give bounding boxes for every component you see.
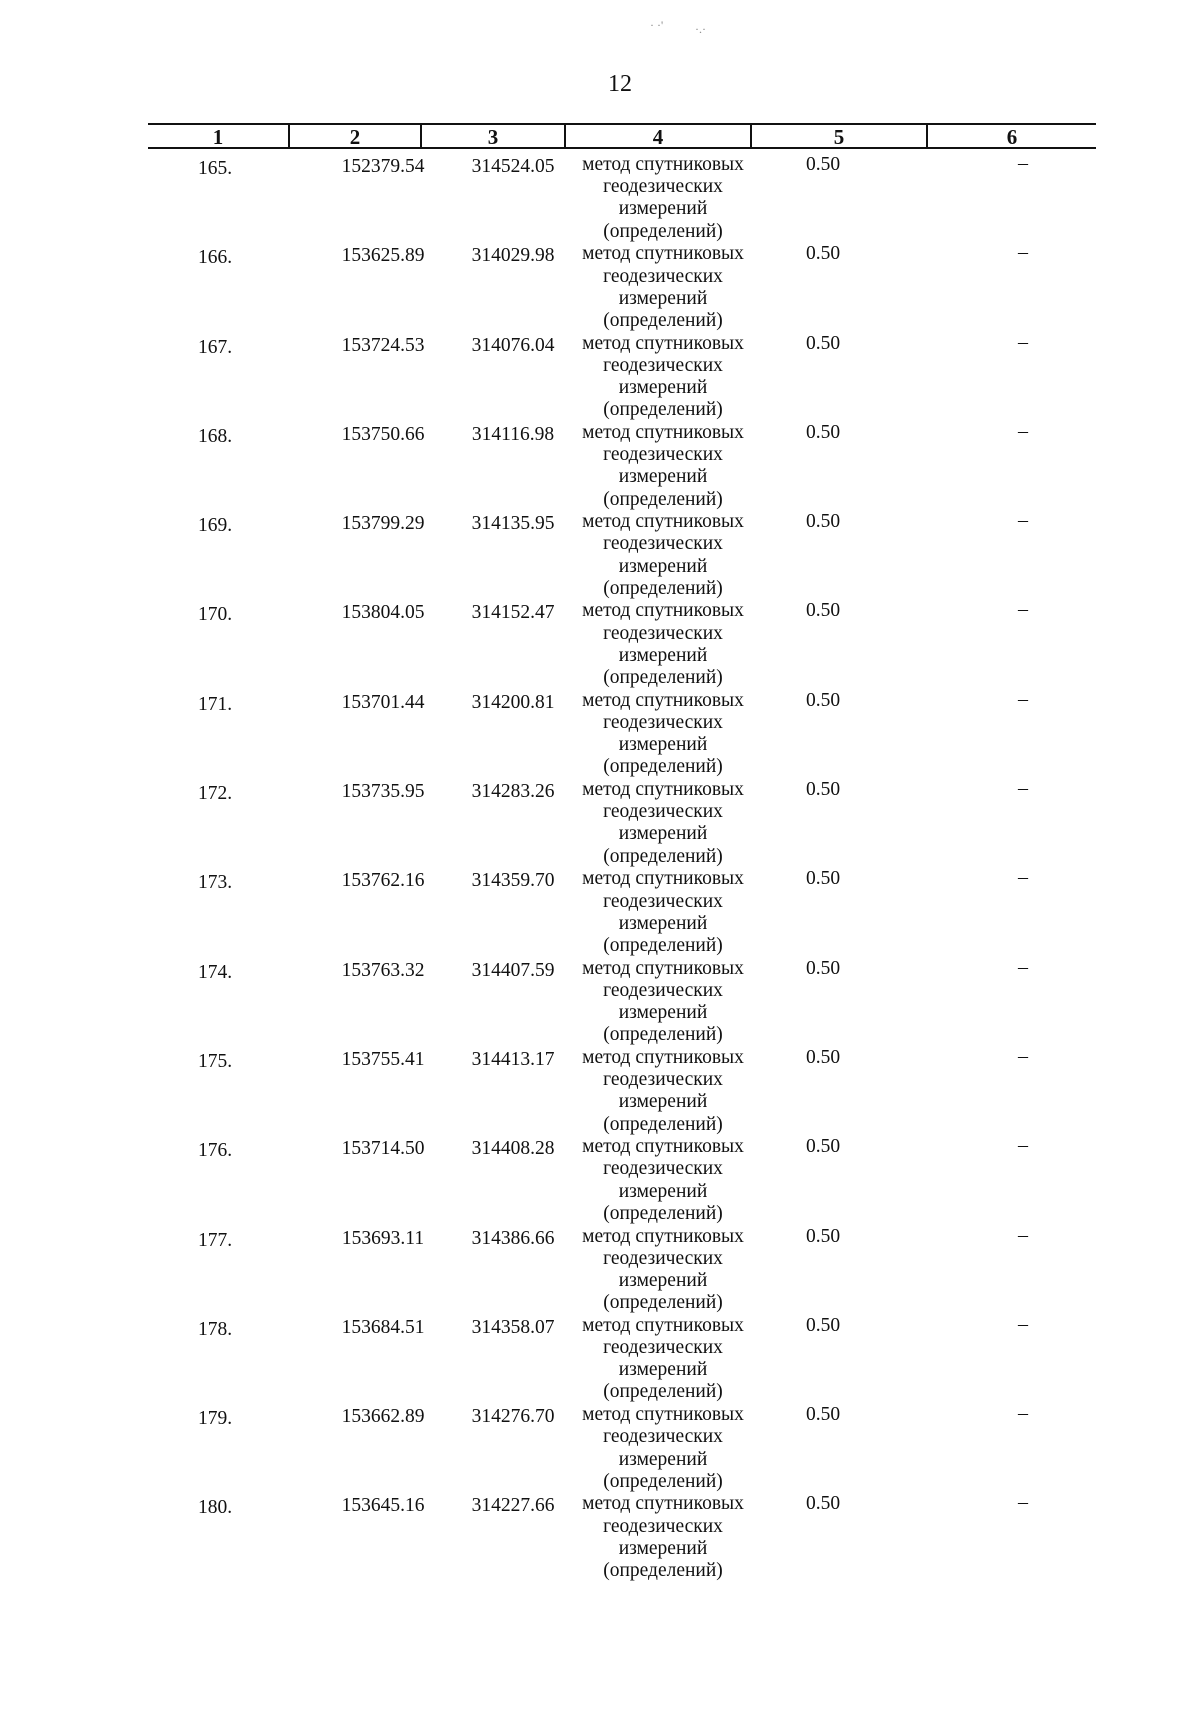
coordinate-x: 152379.54: [341, 156, 425, 177]
method-line: (определений): [603, 756, 723, 778]
method-line: измерений: [618, 1002, 708, 1024]
point-number: 174.: [198, 961, 233, 983]
method-line: измерений: [618, 1091, 708, 1113]
method-line: метод спутниковых: [582, 511, 744, 533]
accuracy-value: 0.50: [805, 243, 841, 265]
table-row: [148, 1312, 1096, 1404]
method-line: геодезических: [603, 1515, 723, 1537]
coordinate-y: 314135.95: [471, 513, 555, 535]
coordinate-y: 314413.17: [471, 1048, 555, 1070]
coordinate-y: 314227.66: [471, 1495, 555, 1517]
coordinate-x: 153714.50: [341, 1138, 425, 1160]
accuracy-value: 0.50: [805, 600, 841, 622]
method-line: метод спутниковых: [582, 1314, 744, 1336]
coordinate-x: 153804.05: [341, 602, 425, 624]
method-description: [568, 1493, 758, 1582]
coordinate-x: 153724.53: [341, 334, 425, 356]
method-description: [568, 779, 758, 868]
table-row: [148, 868, 1096, 957]
method-line: (определений): [603, 309, 723, 331]
method-line: геодезических: [603, 1337, 723, 1359]
method-description: [568, 1136, 758, 1225]
column6-value: –: [1018, 419, 1028, 442]
coordinate-x: 153750.66: [341, 423, 425, 445]
coordinate-y: 314524.05: [471, 156, 555, 177]
coordinate-x: 153735.95: [341, 781, 425, 803]
coordinate-y: 314152.47: [471, 602, 555, 624]
method-description: [568, 958, 758, 1047]
point-number: 175.: [198, 1050, 233, 1072]
table-row: [148, 600, 1096, 689]
column-header-4: 4: [566, 125, 752, 147]
coordinate-y: 314386.66: [471, 1227, 555, 1249]
method-line: измерений: [618, 466, 708, 488]
method-line: (определений): [603, 1381, 723, 1403]
table-row: [148, 1136, 1096, 1225]
method-line: измерений: [618, 555, 708, 577]
method-line: геодезических: [603, 1247, 723, 1269]
method-line: геодезических: [603, 801, 723, 823]
point-number: 179.: [198, 1408, 233, 1430]
coordinate-y: 314407.59: [471, 959, 555, 981]
coordinate-x: 153662.89: [341, 1406, 425, 1428]
method-line: геодезических: [603, 711, 723, 733]
coordinate-x: 153755.41: [341, 1048, 425, 1070]
method-line: метод спутниковых: [582, 421, 744, 443]
method-line: (определений): [603, 1560, 723, 1582]
method-line: метод спутниковых: [582, 957, 744, 979]
coordinate-y: 314029.98: [471, 245, 555, 267]
column6-value: –: [1018, 598, 1028, 621]
column6-value: –: [1018, 1223, 1028, 1246]
point-number: 169.: [198, 515, 233, 537]
table-row: [148, 330, 1096, 422]
method-line: измерений: [618, 377, 708, 398]
column6-value: –: [1018, 509, 1028, 532]
method-line: (определений): [603, 220, 723, 242]
method-line: (определений): [603, 667, 723, 689]
method-description: [568, 243, 758, 332]
point-number: 171.: [198, 693, 233, 715]
method-line: геодезических: [603, 533, 723, 555]
coordinate-y: 314283.26: [471, 781, 555, 803]
accuracy-value: 0.50: [805, 1493, 841, 1515]
method-line: измерений: [618, 1180, 708, 1202]
coordinate-x: 153762.16: [341, 870, 425, 892]
table-row: [148, 955, 1096, 1047]
method-description: [568, 1226, 758, 1315]
method-description: [568, 868, 758, 957]
method-line: метод спутниковых: [582, 332, 744, 354]
point-number: 170.: [198, 604, 233, 626]
column6-value: –: [1018, 1134, 1028, 1157]
method-line: измерений: [618, 644, 708, 666]
method-line: (определений): [603, 1202, 723, 1224]
method-line: метод спутниковых: [582, 1225, 744, 1247]
method-line: (определений): [603, 577, 723, 599]
column-header-2: 2: [290, 125, 422, 147]
point-number: 173.: [198, 872, 233, 894]
table-row: [148, 687, 1096, 779]
point-number: 180.: [198, 1497, 233, 1519]
column6-value: –: [1018, 1044, 1028, 1067]
page-number: 12: [608, 71, 632, 97]
method-line: метод спутниковых: [582, 1404, 744, 1426]
method-description: [568, 333, 758, 422]
column6-value: –: [1018, 955, 1028, 978]
accuracy-value: 0.50: [805, 332, 841, 354]
method-line: геодезических: [603, 265, 723, 287]
method-description: [568, 1315, 758, 1404]
coordinate-x: 153645.16: [341, 1495, 425, 1517]
method-line: измерений: [618, 1448, 708, 1470]
point-number: 165.: [198, 158, 233, 179]
table-row: [148, 1493, 1096, 1582]
scan-noise-mark: ·.·: [695, 22, 706, 36]
coordinate-x: 153693.11: [341, 1227, 425, 1249]
method-line: (определений): [603, 1113, 723, 1135]
table-row: [148, 779, 1096, 868]
point-number: 172.: [198, 783, 233, 805]
method-line: измерений: [618, 287, 708, 309]
coordinate-y: 314359.70: [471, 870, 555, 892]
column6-value: –: [1018, 1402, 1028, 1425]
column6-value: –: [1018, 866, 1028, 889]
accuracy-value: 0.50: [805, 1314, 841, 1336]
method-line: метод спутниковых: [582, 243, 744, 265]
method-line: измерений: [618, 734, 708, 756]
point-number: 168.: [198, 425, 233, 447]
method-description: [568, 1404, 758, 1493]
method-line: измерений: [618, 1269, 708, 1291]
accuracy-value: 0.50: [805, 868, 841, 890]
method-line: геодезических: [603, 1426, 723, 1448]
accuracy-value: 0.50: [805, 1136, 841, 1158]
method-line: метод спутниковых: [582, 1046, 744, 1068]
method-line: геодезических: [603, 622, 723, 644]
method-line: измерений: [618, 823, 708, 845]
method-description: [568, 511, 758, 600]
coordinate-x: 153701.44: [341, 691, 425, 713]
method-line: метод спутниковых: [582, 1136, 744, 1158]
coordinate-y: 314200.81: [471, 691, 555, 713]
coordinate-y: 314408.28: [471, 1138, 555, 1160]
method-line: геодезических: [603, 444, 723, 466]
table-row: [148, 154, 1096, 243]
method-line: измерений: [618, 1359, 708, 1381]
table-row: [148, 1044, 1096, 1136]
column-header-1: 1: [148, 125, 290, 147]
accuracy-value: 0.50: [805, 689, 841, 711]
method-line: метод спутниковых: [582, 868, 744, 890]
method-description: [568, 154, 758, 243]
method-line: метод спутниковых: [582, 689, 744, 711]
coordinate-x: 153799.29: [341, 513, 425, 535]
method-line: (определений): [603, 399, 723, 421]
accuracy-value: 0.50: [805, 511, 841, 533]
column6-value: –: [1018, 330, 1028, 353]
method-line: метод спутниковых: [582, 779, 744, 801]
accuracy-value: 0.50: [805, 154, 841, 175]
column-header-3: 3: [422, 125, 566, 147]
coordinate-x: 153684.51: [341, 1316, 425, 1338]
coordinate-y: 314358.07: [471, 1316, 555, 1338]
method-line: геодезических: [603, 1069, 723, 1091]
table-row: [148, 1404, 1096, 1493]
accuracy-value: 0.50: [805, 779, 841, 801]
method-line: измерений: [618, 912, 708, 934]
method-line: (определений): [603, 934, 723, 956]
column-header-6: 6: [1006, 125, 1018, 149]
point-number: 177.: [198, 1229, 233, 1251]
accuracy-value: 0.50: [805, 1046, 841, 1068]
method-line: геодезических: [603, 1158, 723, 1180]
method-line: (определений): [603, 488, 723, 510]
point-number: 166.: [198, 247, 233, 269]
accuracy-value: 0.50: [805, 1225, 841, 1247]
accuracy-value: 0.50: [805, 421, 841, 443]
method-line: измерений: [618, 1537, 708, 1559]
method-line: геодезических: [603, 979, 723, 1001]
method-line: (определений): [603, 1470, 723, 1492]
method-line: геодезических: [603, 176, 723, 198]
column6-value: –: [1018, 152, 1028, 174]
column6-value: –: [1018, 687, 1028, 710]
method-line: (определений): [603, 845, 723, 867]
method-description: [568, 600, 758, 689]
column6-value: –: [1018, 241, 1028, 264]
method-description: [568, 690, 758, 779]
column6-value: –: [1018, 1312, 1028, 1335]
method-description: [568, 422, 758, 511]
accuracy-value: 0.50: [805, 957, 841, 979]
coordinate-y: 314076.04: [471, 334, 555, 356]
column6-value: –: [1018, 777, 1028, 800]
column6-value: –: [1018, 1491, 1028, 1514]
table-row: [148, 1223, 1096, 1315]
point-number: 176.: [198, 1140, 233, 1162]
table-column-header: [148, 123, 1096, 149]
method-line: измерений: [618, 198, 708, 220]
accuracy-value: 0.50: [805, 1404, 841, 1426]
coordinate-y: 314116.98: [471, 423, 555, 445]
method-line: (определений): [603, 1292, 723, 1314]
method-line: метод спутниковых: [582, 154, 744, 175]
point-number: 178.: [198, 1318, 233, 1340]
method-line: метод спутниковых: [582, 1493, 744, 1515]
table-row: [148, 511, 1096, 600]
table-body: [148, 154, 1096, 1583]
method-line: (определений): [603, 1024, 723, 1046]
column-header-5: 5: [752, 125, 928, 147]
table-row: [148, 419, 1096, 511]
method-description: [568, 1047, 758, 1136]
method-line: геодезических: [603, 890, 723, 912]
method-line: метод спутниковых: [582, 600, 744, 622]
coordinate-x: 153763.32: [341, 959, 425, 981]
coordinate-y: 314276.70: [471, 1406, 555, 1428]
table-row: [148, 243, 1096, 332]
coordinate-x: 153625.89: [341, 245, 425, 267]
scan-noise-mark: · ·': [650, 18, 664, 32]
point-number: 167.: [198, 336, 233, 358]
method-line: геодезических: [603, 354, 723, 376]
